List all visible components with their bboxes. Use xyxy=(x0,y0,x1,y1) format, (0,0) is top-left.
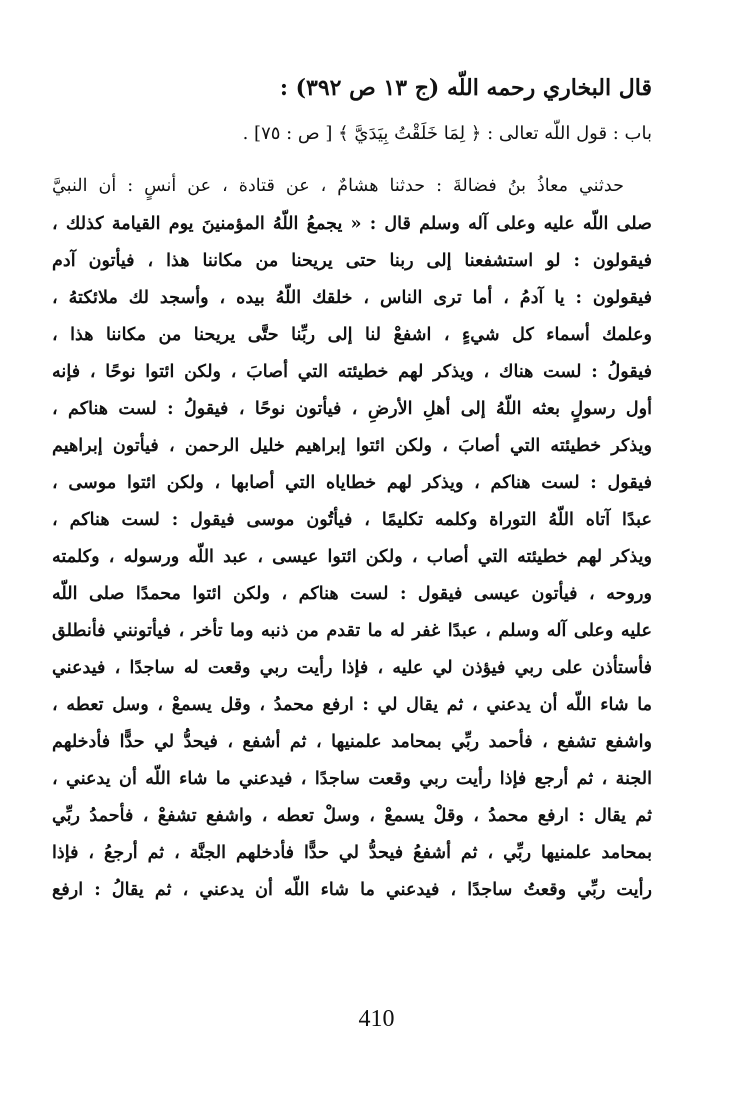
text-line: ما شاء اللّه أن يدعني ، ثم يقال لي : ارفع محمدُ ، وقل يسمعْ ، وسل تعطه ، xyxy=(52,694,652,715)
text-line: عليه وعلى آله وسلم ، عبدًا غفر له ما تقدم من ذنبه وما تأخر ، فيأتونني فأنطلق xyxy=(52,620,652,641)
section-heading: قال البخاري رحمه اللّه (ج ١٣ ص ٣٩٢) : xyxy=(279,75,652,101)
text-line: حدثني معاذُ بنُ فضالةَ : حدثنا هشامٌ ، عن قتادة ، عن أنسٍ : أن النبيَّ xyxy=(52,176,624,196)
text-line: فيقول : لست هناكم ، ويذكر لهم خطاياه التي أصابها ، ولكن ائتوا موسى ، xyxy=(52,472,652,493)
text-line: بمحامد علمنيها ربِّي ، ثم أشفعُ فيحدُّ لي حدًّا فأدخلهم الجنَّة ، ثم أرجعُ ، فإذا xyxy=(52,842,652,863)
text-line: وروحه ، فيأتون عيسى فيقول : لست هناكم ، ولكن ائتوا محمدًا صلى اللّه xyxy=(52,583,652,604)
text-line: فيقولُ : لست هناك ، ويذكر لهم خطيئته التي أصابَ ، ولكن ائتوا نوحًا ، فإنه xyxy=(52,361,652,382)
document-page xyxy=(52,56,652,1046)
text-line: رأيت ربِّي وقعتُ ساجدًا ، فيدعني ما شاء اللّه أن يدعني ، ثم يقالُ : ارفع xyxy=(52,879,652,900)
text-line: ويذكر لهم خطيئته التي أصاب ، ولكن ائتوا عيسى ، عبد اللّه ورسوله ، وكلمته xyxy=(52,546,652,567)
text-line: فيقولون : لو استشفعنا إلى ربنا حتى يريحنا من مكاننا هذا ، فيأتون آدم xyxy=(52,250,652,271)
text-line: ثم يقال : ارفع محمدُ ، وقلْ يسمعْ ، وسلْ تعطه ، واشفع تشفعْ ، فأحمدُ ربِّي xyxy=(52,805,652,826)
text-line: أول رسولٍ بعثه اللّهُ إلى أهلِ الأرضِ ، فيأتون نوحًا ، فيقولُ : لست هناكم ، xyxy=(52,398,652,419)
chapter-title: باب : قول اللّه تعالى : ﴿ لِمَا خَلَقْتُ بِيَدَيَّ ﴾ [ ص : ٧٥] . xyxy=(242,123,652,144)
text-line: واشفع تشفع ، فأحمد ربِّي بمحامد علمنيها ، ثم أشفع ، فيحدُّ لي حدًّا فأدخلهم xyxy=(52,731,652,752)
text-line: وعلمك أسماء كل شيءٍ ، اشفعْ لنا إلى ربِّنا حتَّى يريحنا من مكاننا هذا ، xyxy=(52,324,652,345)
page-number: 410 xyxy=(358,1006,395,1032)
text-line: عبدًا آتاه اللّهُ التوراة وكلمه تكليمًا ، فيأتُون موسى فيقول : لست هناكم ، xyxy=(52,509,652,530)
text-line: صلى اللّه عليه وعلى آله وسلم قال : « يجمعُ اللّهُ المؤمنينَ يوم القيامة كذلك ، xyxy=(52,213,652,234)
text-line: ويذكر خطيئته التي أصابَ ، ولكن ائتوا إبراهيم خليل الرحمن ، فيأتون إبراهيم xyxy=(52,435,652,456)
text-line: فيقولون : يا آدمُ ، أما ترى الناس ، خلقك اللّهُ بيده ، وأسجد لك ملائكتهُ ، xyxy=(52,287,652,308)
text-line: الجنة ، ثم أرجع فإذا رأيت ربي وقعت ساجدًا ، فيدعني ما شاء اللّه أن يدعني ، xyxy=(52,768,652,789)
text-line: فأستأذن على ربي فيؤذن لي عليه ، فإذا رأيت ربي وقعت له ساجدًا ، فيدعني xyxy=(52,657,652,678)
hadith-text xyxy=(52,168,652,908)
